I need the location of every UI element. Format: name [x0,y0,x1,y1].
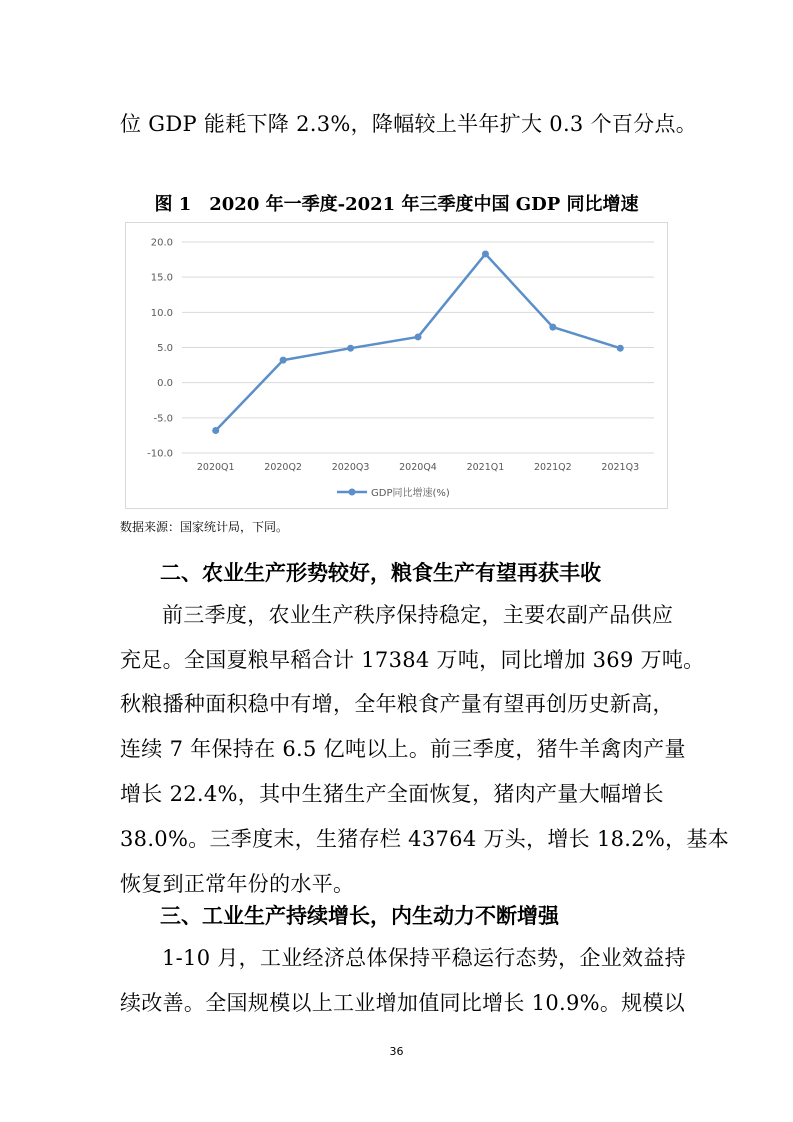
y-tick-label: 0.0 [157,378,173,390]
legend-dot-marker [349,489,356,496]
section3-line: 1-10 月，工业经济总体保持平稳运行态势，企业效益持 [162,946,686,970]
section2-heading: 二、农业生产形势较好，粮食生产有望再获丰收 [160,560,601,585]
x-tick-label: 2020Q2 [264,462,302,473]
data-point [347,345,354,352]
section2-line: 秋粮播种面积稳中有增，全年粮食产量有望再创历史新高， [120,692,674,716]
data-point [212,427,219,434]
section2-line: 前三季度，农业生产秩序保持稳定，主要农副产品供应 [162,603,674,627]
x-tick-label: 2020Q3 [331,462,370,473]
series-line [216,254,621,431]
section2-line: 增长 22.4%，其中生猪生产全面恢复，猪肉产量大幅增长 [120,782,664,806]
section2-line: 恢复到正常年份的水平。 [120,872,355,896]
section2-line: 38.0%。三季度末，生猪存栏 43764 万头，增长 18.2%，基本 [120,827,730,851]
data-point [617,345,624,352]
y-tick-label: 10.0 [150,307,173,319]
section2-line: 连续 7 年保持在 6.5 亿吨以上。前三季度，猪牛羊禽肉产量 [120,737,686,761]
x-tick-label: 2021Q1 [466,462,505,473]
x-tick-label: 2020Q1 [196,462,235,473]
y-tick-label: -5.0 [153,413,173,425]
page-number: 36 [389,1045,404,1058]
data-point [415,333,422,340]
data-point [280,357,287,364]
x-tick-label: 2021Q2 [534,462,572,473]
x-tick-label: 2020Q4 [399,462,437,473]
intro-line: 位 GDP 能耗下降 2.3%，降幅较上半年扩大 0.3 个百分点。 [120,112,698,136]
section2-line: 充足。全国夏粮早稻合计 17384 万吨，同比增加 369 万吨。 [120,648,705,672]
section3-line: 续改善。全国规模以上工业增加值同比增长 10.9%。规模以 [120,991,686,1015]
y-tick-label: -10.0 [147,448,173,460]
y-tick-label: 5.0 [157,343,173,354]
gdp-line-chart [125,222,668,509]
data-point [482,250,489,257]
chart-svg [126,223,669,510]
x-tick-label: 2021Q3 [601,462,640,473]
source-note: 数据来源：国家统计局，下同。 [120,520,289,534]
y-tick-label: 20.0 [150,237,173,249]
y-tick-label: 15.0 [150,272,173,284]
legend-label: GDP同比增速(%) [371,488,450,499]
section3-heading: 三、工业生产持续增长，内生动力不断增强 [160,903,559,928]
figure-title: 图 1 2020 年一季度-2021 年三季度中国 GDP 同比增速 [154,194,639,215]
data-point [549,324,556,331]
